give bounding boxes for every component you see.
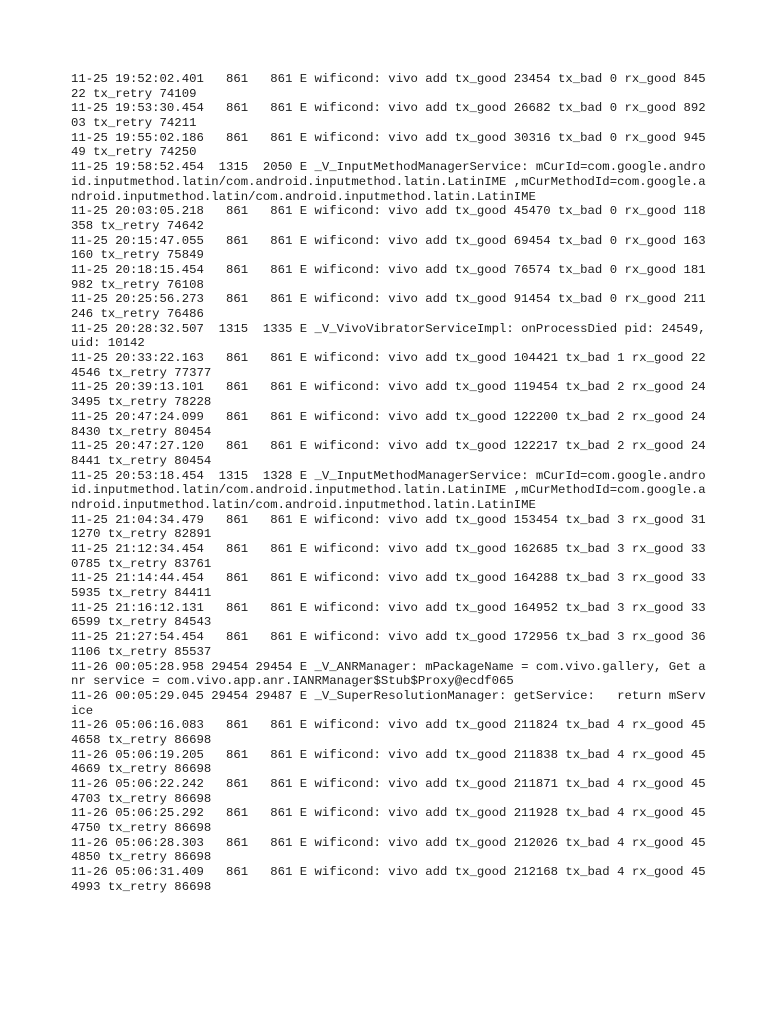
log-line: 11-26 05:06:31.409 861 861 E wificond: vivo add tx_good 212168 tx_bad 4 rx_good 454993 tx_retry 86698	[71, 865, 706, 894]
log-line: 11-25 21:16:12.131 861 861 E wificond: vivo add tx_good 164952 tx_bad 3 rx_good 336599 tx_retry 84543	[71, 600, 706, 630]
log-line: 11-25 20:33:22.163 861 861 E wificond: vivo add tx_good 104421 tx_bad 1 rx_good 224546 tx_retry 77377	[71, 351, 706, 380]
log-line: 11-25 20:25:56.273 861 861 E wificond: vivo add tx_good 91454 tx_bad 0 rx_good 211246 tx_retry 76486	[71, 292, 706, 321]
log-line: 11-25 20:53:18.454 1315 1328 E _V_InputMethodManagerService: mCurId=com.google.android.inputmethod.latin/com.android.inputmethod.latin.LatinIME ,mCurMethodId=com.google.android.inputmethod.latin/com.android.inputmethod.latin.LatinIME	[71, 468, 706, 512]
log-line: 11-25 20:03:05.218 861 861 E wificond: vivo add tx_good 45470 tx_bad 0 rx_good 118358 tx_retry 74642	[71, 204, 706, 233]
log-line: 11-26 05:06:16.083 861 861 E wificond: vivo add tx_good 211824 tx_bad 4 rx_good 454658 tx_retry 86698	[71, 718, 706, 747]
log-line: 11-25 19:58:52.454 1315 2050 E _V_InputMethodManagerService: mCurId=com.google.android.inputmethod.latin/com.android.inputmethod.latin.LatinIME ,mCurMethodId=com.google.android.inputmethod.latin/com.android.inputmethod.latin.LatinIME	[71, 160, 706, 204]
log-line: 11-25 21:12:34.454 861 861 E wificond: vivo add tx_good 162685 tx_bad 3 rx_good 330785 tx_retry 83761	[71, 542, 706, 571]
log-line: 11-25 20:47:27.120 861 861 E wificond: vivo add tx_good 122217 tx_bad 2 rx_good 248441 tx_retry 80454	[71, 439, 706, 468]
log-line: 11-25 21:04:34.479 861 861 E wificond: vivo add tx_good 153454 tx_bad 3 rx_good 311270 tx_retry 82891	[71, 512, 706, 542]
log-line: 11-25 19:53:30.454 861 861 E wificond: vivo add tx_good 26682 tx_bad 0 rx_good 89203 tx_retry 74211	[71, 101, 706, 131]
log-line: 11-25 20:18:15.454 861 861 E wificond: vivo add tx_good 76574 tx_bad 0 rx_good 181982 tx_retry 76108	[71, 262, 706, 292]
log-line: 11-25 20:15:47.055 861 861 E wificond: vivo add tx_good 69454 tx_bad 0 rx_good 163160 tx_retry 75849	[71, 233, 706, 263]
log-line: 11-26 05:06:25.292 861 861 E wificond: vivo add tx_good 211928 tx_bad 4 rx_good 454750 tx_retry 86698	[71, 806, 706, 836]
log-line: 11-26 00:05:29.045 29454 29487 E _V_SuperResolutionManager: getService: return mService	[71, 688, 706, 718]
log-line: 11-26 05:06:28.303 861 861 E wificond: vivo add tx_good 212026 tx_bad 4 rx_good 454850 tx_retry 86698	[71, 835, 706, 865]
log-line: 11-25 20:28:32.507 1315 1335 E _V_VivoVibratorServiceImpl: onProcessDied pid: 24549,uid: 10142	[71, 321, 706, 351]
log-document	[71, 72, 711, 895]
log-line: 11-26 05:06:19.205 861 861 E wificond: vivo add tx_good 211838 tx_bad 4 rx_good 454669 tx_retry 86698	[71, 747, 706, 777]
log-line: 11-25 21:27:54.454 861 861 E wificond: vivo add tx_good 172956 tx_bad 3 rx_good 361106 tx_retry 85537	[71, 630, 706, 659]
log-line: 11-25 20:39:13.101 861 861 E wificond: vivo add tx_good 119454 tx_bad 2 rx_good 243495 tx_retry 78228	[71, 380, 706, 410]
log-line: 11-25 20:47:24.099 861 861 E wificond: vivo add tx_good 122200 tx_bad 2 rx_good 248430 tx_retry 80454	[71, 409, 706, 439]
log-line: 11-25 21:14:44.454 861 861 E wificond: vivo add tx_good 164288 tx_bad 3 rx_good 335935 tx_retry 84411	[71, 571, 706, 601]
log-line: 11-26 00:05:28.958 29454 29454 E _V_ANRManager: mPackageName = com.vivo.gallery, Get anr service = com.vivo.app.anr.IANRManager$Stub$Proxy@ecdf065	[71, 659, 706, 689]
log-line: 11-25 19:55:02.186 861 861 E wificond: vivo add tx_good 30316 tx_bad 0 rx_good 94549 tx_retry 74250	[71, 130, 706, 160]
log-line: 11-26 05:06:22.242 861 861 E wificond: vivo add tx_good 211871 tx_bad 4 rx_good 454703 tx_retry 86698	[71, 777, 706, 806]
log-line: 11-25 19:52:02.401 861 861 E wificond: vivo add tx_good 23454 tx_bad 0 rx_good 84522 tx_retry 74109	[71, 72, 706, 101]
